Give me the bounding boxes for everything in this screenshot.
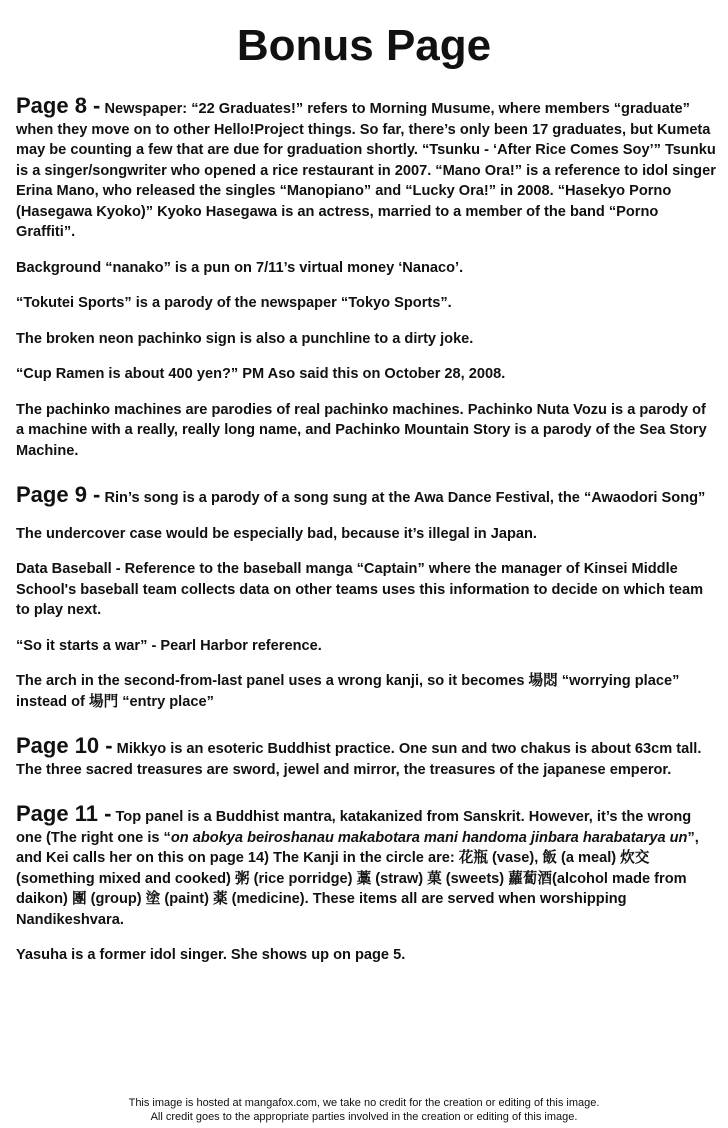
note-paragraph: Page 11 - Top panel is a Buddhist mantra, katakanized from Sanskrit. However, it’s the wrong one (The right one is “on abokya beiroshanau makabotara mani handoma jinbara harabatarya un”, and Kei calls her on this on page 14) The Kanji in the circle are: 花瓶 (vase), 飯 (a meal) 炊交 (something mixed and cooked) 粥 (rice porridge) 藁 (straw) 菓 (sweets) 蘿蔔酒(alcohol made from daikon) 團 (group) 塗 (paint) 薬 (medicine). These items all are served when worshipping Nandikeshvara.: [16, 801, 699, 928]
notes-body: [16, 93, 716, 981]
hosting-credit-footer: [0, 1096, 728, 1124]
note-paragraph: The broken neon pachinko sign is also a punchline to a dirty joke.: [16, 330, 474, 347]
note-paragraph: Yasuha is a former idol singer. She shows up on page 5.: [16, 947, 406, 963]
note-paragraph: “Cup Ramen is about 400 yen?” PM Aso said this on October 28, 2008.: [16, 366, 506, 382]
mantra-text: on abokya beiroshanau makabotara mani handoma jinbara harabatarya un: [170, 829, 688, 846]
footer-line: All credit goes to the appropriate parties involved in the creation or editing of this image.: [150, 1111, 578, 1123]
page-title: Bonus Page: [236, 21, 492, 70]
note-paragraph: “So it starts a war” - Pearl Harbor reference.: [16, 637, 322, 654]
note-paragraph: The arch in the second-from-last panel uses a wrong kanji, so it becomes 場悶 “worrying place” instead of 場門 “entry place”: [16, 673, 680, 710]
note-paragraph: “Tokutei Sports” is a parody of the newspaper “Tokyo Sports”.: [16, 295, 452, 311]
section-header: Page 8 -: [16, 93, 101, 118]
section-page-8: [16, 93, 716, 461]
footer-line: This image is hosted at mangafox.com, we take no credit for the creation or editing of this image.: [128, 1097, 600, 1109]
note-paragraph: The undercover case would be especially bad, because it’s illegal in Japan.: [16, 525, 537, 542]
section-page-9: [16, 482, 716, 712]
section-header: Page 9 -: [16, 482, 101, 507]
section-header: Page 10 -: [16, 733, 113, 758]
section-header: Page 11 -: [16, 801, 112, 826]
note-paragraph: Page 9 - Rin’s song is a parody of a song sung at the Awa Dance Festival, the “Awaodori Song”: [16, 482, 706, 507]
note-paragraph: Page 10 - Mikkyo is an esoteric Buddhist practice. One sun and two chakus is about 63cm tall. The three sacred treasures are sword, jewel and mirror, the treasures of the japanese emperor.: [16, 733, 702, 778]
note-paragraph: Data Baseball - Reference to the baseball manga “Captain” where the manager of Kinsei Middle School's baseball team collects data on other teams uses this information to decide on which team to play next.: [16, 561, 704, 618]
note-paragraph: Page 8 - Newspaper: “22 Graduates!” refers to Morning Musume, where members “graduate” when they move on to other Hello!Project things. So far, there’s only been 17 graduates, but Kumeta may be counting a few that are due for graduation shortly. “Tsunku - ‘After Rice Comes Soy’” Tsunku is a singer/songwriter who opened a rice restaurant in 2007. “Mano Ora!” is a reference to idol singer Erina Mano, who released the singles “Manopiano” and “Lucky Ora!” in 2008. “Hasekyo Porno (Hasegawa Kyoko)” Kyoko Hasegawa is an actress, married to a member of the band “Porno Graffiti”.: [16, 93, 716, 240]
note-paragraph: Background “nanako” is a pun on 7/11’s virtual money ‘Nanaco’.: [16, 259, 464, 276]
note-paragraph: The pachinko machines are parodies of real pachinko machines. Pachinko Nuta Vozu is a parody of a machine with a really, really long name, and Pachinko Mountain Story is a parody of the Sea Story Machine.: [16, 401, 707, 459]
section-page-10: [16, 733, 716, 780]
section-page-11: [16, 801, 716, 966]
